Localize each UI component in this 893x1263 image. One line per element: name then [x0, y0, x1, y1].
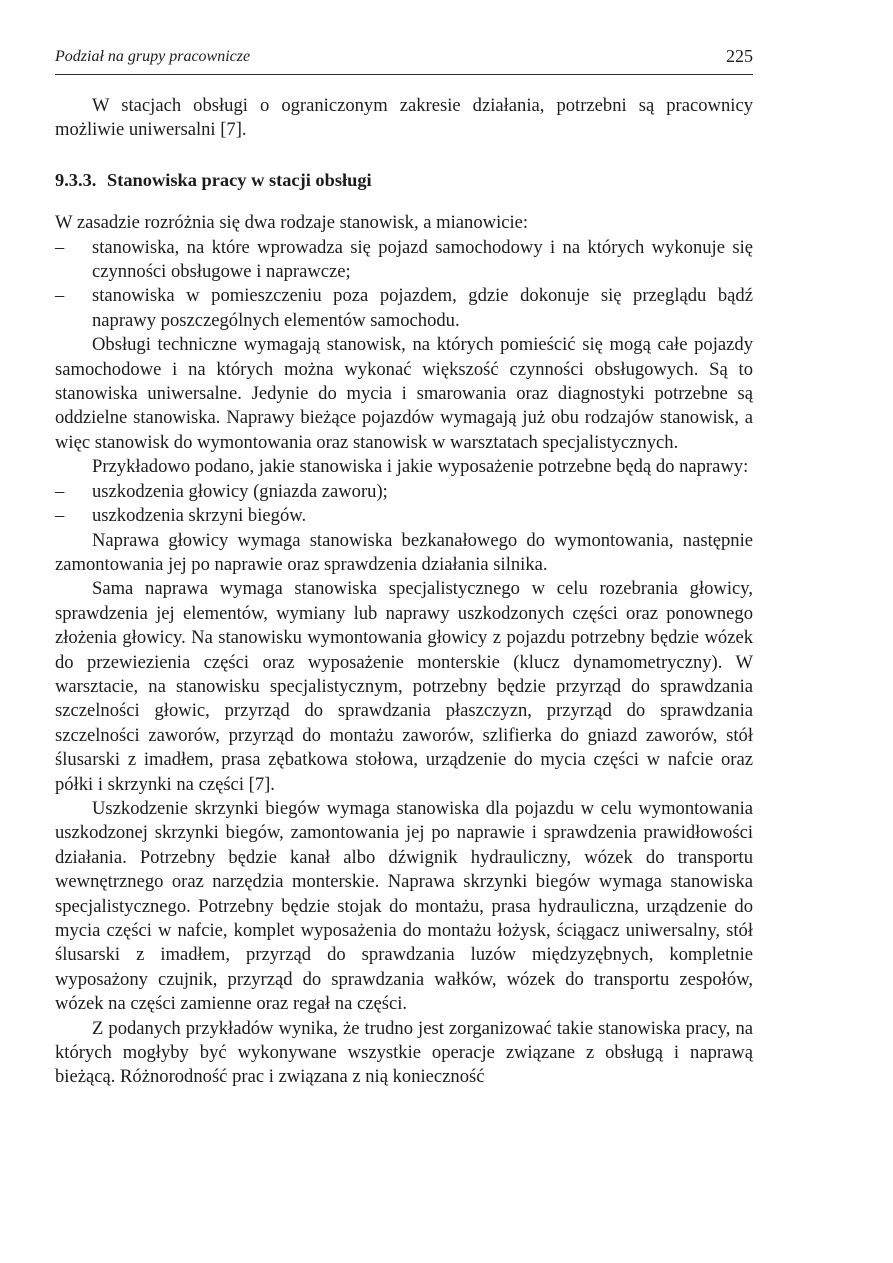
list-item — [55, 504, 753, 528]
page-number: 225 — [726, 46, 753, 66]
section-number: 9.3.3. — [55, 169, 97, 190]
book-page — [55, 0, 753, 1263]
list-item-text: stanowiska, na które wprowadza się pojazd samochodowy i na których wykonuje się czynności obsługowe i naprawcze; — [92, 236, 753, 283]
paragraph: Obsługi techniczne wymagają stanowisk, na których pomieścić się mogą całe pojazdy samochodowe i na których można wykonać większość czynności obsługowych. Są to stanowiska uniwersalne. Jedynie do mycia i smarowania oraz diagnostyki potrzebne są oddzielne stanowiska. Naprawy bieżące pojazdów wymagają już obu rodzajów stanowisk, a więc stanowisk do wymontowania oraz stanowisk w warsztatach specjalistycznych. — [55, 334, 753, 453]
dash-bullet: – — [55, 236, 65, 258]
dash-bullet: – — [55, 480, 65, 502]
lead-in-paragraph: W zasadzie rozróżnia się dwa rodzaje stanowisk, a mianowicie: — [55, 212, 529, 234]
dash-bullet: – — [55, 285, 65, 307]
section-heading — [55, 168, 753, 192]
repair-examples-list — [55, 480, 753, 529]
list-item — [55, 236, 753, 285]
list-item-text: uszkodzenia głowicy (gniazda zaworu); — [92, 480, 388, 502]
paragraph: Uszkodzenie skrzynki biegów wymaga stanowiska dla pojazdu w celu wymontowania uszkodzonej skrzynki biegów, zamontowania jej po naprawie i sprawdzenia prawidłowości działania. Potrzebny będzie kanał albo dźwignik hydrauliczny, wózek do transportu wewnętrznego oraz narzędzia monterskie. Naprawa skrzynki biegów wymaga stanowiska specjalistycznego. Potrzebny będzie stojak do montażu, prasa hydrauliczna, urządzenie do mycia części w nafcie, komplet wyposażenia do montażu łożysk, ściągacz uniwersalny, stół ślusarski z imadłem, przyrząd do sprawdzania luzów międzyzębnych, kompletnie wyposażony czujnik, przyrząd do sprawdzania wałków, wózek do transportu zespołów, wózek na części zamienne oraz regał na części. — [55, 797, 753, 1015]
paragraph: Naprawa głowicy wymaga stanowiska bezkanałowego do wymontowania, następnie zamontowania jej po naprawie oraz sprawdzenia działania silnika. — [55, 529, 753, 575]
list-item — [55, 284, 753, 333]
intro-paragraph: W stacjach obsługi o ograniczonym zakresie działania, potrzebni są pracownicy możliwie uniwersalni [7]. — [55, 95, 753, 141]
running-title: Podział na grupy pracownicze — [55, 48, 251, 65]
body-text — [55, 94, 753, 1090]
dash-bullet: – — [55, 505, 65, 527]
list-item-text: stanowiska w pomieszczeniu poza pojazdem, gdzie dokonuje się przeglądu bądź naprawy poszczególnych elementów samochodu. — [92, 285, 753, 331]
running-header — [55, 46, 753, 75]
paragraph: Z podanych przykładów wynika, że trudno jest zorganizować takie stanowiska pracy, na których mogłyby być wykonywane wszystkie operacje związane z obsługą i naprawą bieżącą. Różnorodność prac i związana z nią konieczność — [55, 1017, 753, 1088]
workstation-types-list — [55, 236, 753, 334]
list-item — [55, 480, 753, 504]
paragraph: Sama naprawa wymaga stanowiska specjalistycznego w celu rozebrania głowicy, sprawdzenia jej elementów, wymiany lub naprawy uszkodzonych części oraz ponownego złożenia głowicy. Na stanowisku wymontowania głowicy z pojazdu potrzebny będzie wózek do przewiezienia części oraz wyposażenie monterskie (klucz dynamometryczny). W warsztacie, na stanowisku specjalistycznym, potrzebny będzie przyrząd do sprawdzania szczelności głowic, przyrząd do sprawdzania płaszczyzn, przyrząd do sprawdzania szczelności zaworów, przyrząd do montażu zaworów, szlifierka do gniazd zaworów, stół ślusarski z imadłem, prasa zębatkowa stołowa, urządzenie do mycia części w nafcie oraz półki i skrzynki na części [7]. — [55, 578, 753, 795]
paragraph: Przykładowo podano, jakie stanowiska i jakie wyposażenie potrzebne będą do naprawy: — [92, 456, 749, 478]
list-item-text: uszkodzenia skrzyni biegów. — [92, 505, 307, 527]
section-title: Stanowiska pracy w stacji obsługi — [107, 169, 372, 190]
